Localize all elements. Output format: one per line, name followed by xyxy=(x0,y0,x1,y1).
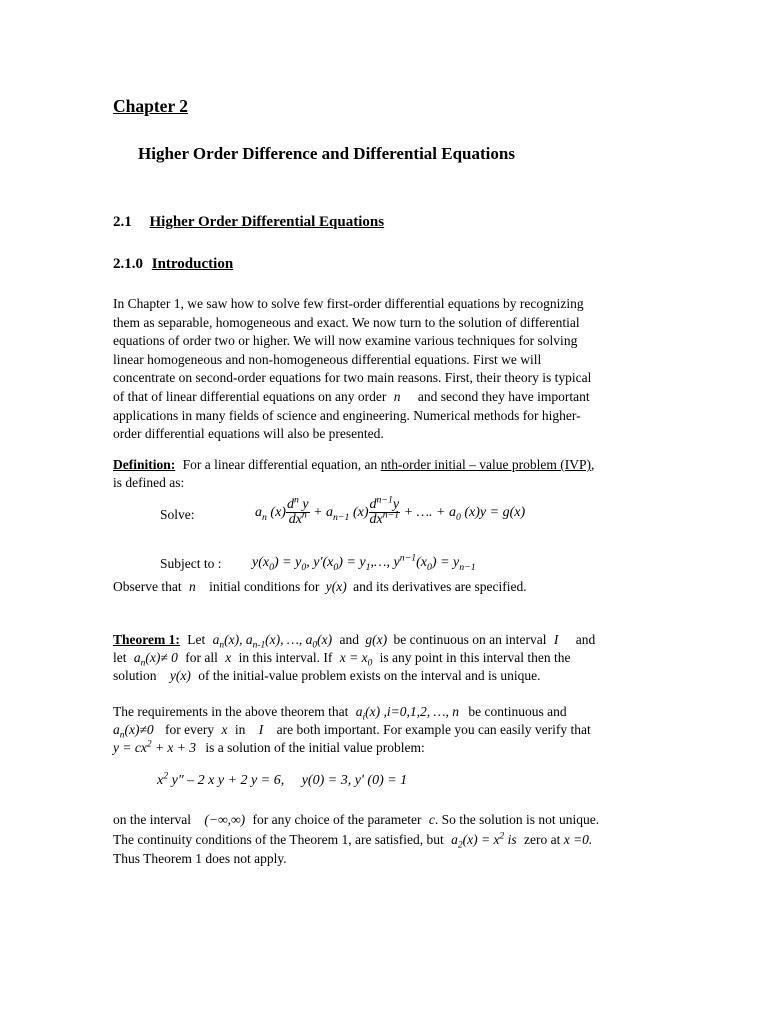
theorem-line-2: let $a_n(x)\ne 0$ for all x in this interval. If $x = x_0$ is any point in this interval then the xyxy=(113,650,571,669)
theorem-line-3: solution y(x) of the initial-value problem exists on the interval and is unique. xyxy=(113,668,541,683)
chapter-heading: Chapter 2 xyxy=(113,96,189,116)
requirements-line-2: $a_n(x)\ne 0$ for every x in I are both important. For example you can easily verify that xyxy=(113,722,591,741)
closing-line-2: The continuity conditions of the Theorem 1, are satisfied, but $a_2(x) = x^2$ is zero at x =0. xyxy=(113,831,593,851)
section-heading xyxy=(113,214,384,231)
subsection-title: Introduction xyxy=(151,256,234,272)
subsection-number: 2.1.0 xyxy=(113,256,143,272)
intro-line: them as separable, homogeneous and exact. We now turn to the solution of differential xyxy=(113,314,580,330)
subsection-heading xyxy=(113,256,233,273)
intro-line: linear homogeneous and non-homogeneous differential equations. First we will xyxy=(113,351,542,367)
intro-paragraph xyxy=(113,295,591,444)
section-title: Higher Order Differential Equations xyxy=(149,214,385,230)
ivp-example: $x^2$ y″ – 2 x y + 2 y = 6, y(0) = 3, yʹ (0) = 1 xyxy=(157,770,408,788)
initial-conditions: $y(x_0) = y_0$, $y'(x_0)$ = $y_1,\dots$, $y^{n-1}(x_0) = y_{n-1}$ xyxy=(252,552,476,573)
intro-line: equations of order two or higher. We will now examine various techniques for solving xyxy=(113,333,578,349)
requirements-line-1: The requirements in the above theorem that $a_i(x)$ ,i=0,1,2, …, n be continuous and xyxy=(113,704,567,723)
intro-line: concentrate on second-order equations for two main reasons. First, their theory is typical xyxy=(113,370,592,386)
section-number: 2.1 xyxy=(113,214,132,230)
intro-line: order differential equations will also be presented. xyxy=(113,426,384,442)
definition-line-2: is defined as: xyxy=(113,475,185,490)
solve-label: Solve: xyxy=(160,507,195,522)
ode-equation: $a_n$ (x) $\frac{d^n y}{dx^n}$ + $a_{n-1}$ (x) $\frac{d^{n-1}y}{dx^{n-1}}$ + …. + $a_0$ (x)y = g(x) xyxy=(255,494,526,528)
requirements-line-3: $y = cx^2 + x + 3$ is a solution of the initial value problem: xyxy=(113,739,425,755)
closing-line-3: Thus Theorem 1 does not apply. xyxy=(113,851,287,866)
closing-line-1: on the interval (−∞,∞) for any choice of the parameter c. So the solution is not unique. xyxy=(113,812,600,827)
definition-line: Definition: For a linear differential equation, an nth-order initial – value problem (IVP), xyxy=(113,457,595,472)
definition-label: Definition: xyxy=(113,457,176,472)
ivp-term: nth-order initial – value problem (IVP) xyxy=(380,457,592,472)
intro-line: applications in many fields of science and engineering. Numerical methods for higher- xyxy=(113,407,581,423)
intro-line: of that of linear differential equations on any order n and second they have important xyxy=(113,388,590,404)
subject-label: Subject to : xyxy=(160,556,222,571)
observe-line: Observe that n initial conditions for y(x) and its derivatives are specified. xyxy=(113,579,527,594)
intro-line: In Chapter 1, we saw how to solve few first-order differential equations by recognizing xyxy=(113,296,584,311)
theorem-line-1: Theorem 1: Let $a_n(x)$, $a_{n-1}(x)$, …, $a_0(x)$ and g(x) be continuous on an interval I and xyxy=(113,632,596,651)
theorem-label: Theorem 1: xyxy=(113,632,180,647)
page-title: Higher Order Difference and Differential Equations xyxy=(138,144,515,163)
